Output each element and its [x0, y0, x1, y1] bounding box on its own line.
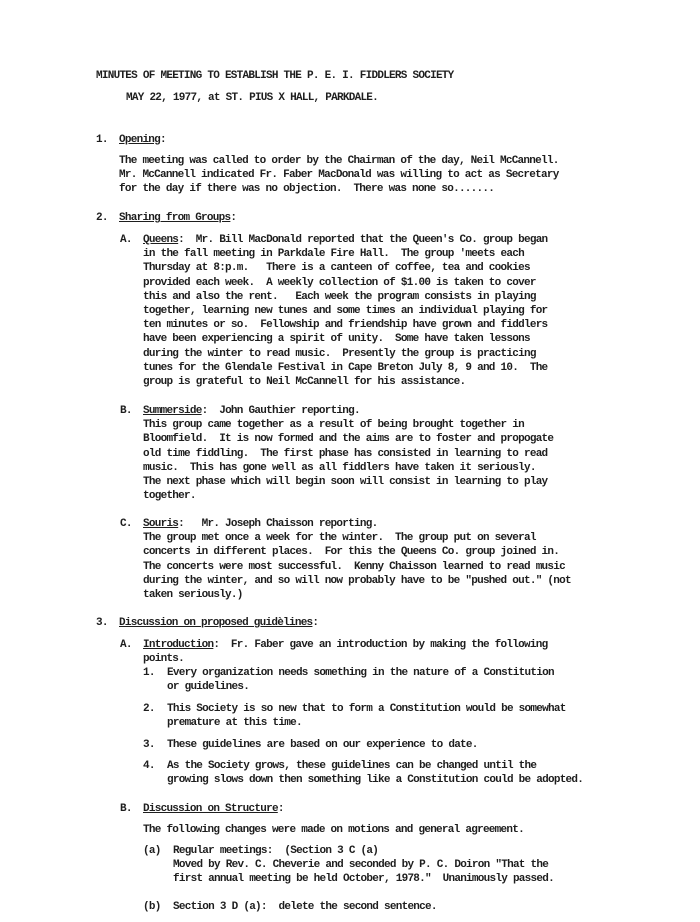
section-2-heading: Sharing from Groups:: [119, 212, 237, 224]
section-3-heading: Discussion on proposed guidèlines:: [119, 617, 319, 629]
section-3a-letter: A.: [120, 639, 132, 651]
section-2a-letter: A.: [120, 234, 132, 246]
point-1-text: Every organization needs something in the nature of a Constitution or guidelines.: [167, 667, 554, 694]
section-2c-souris: Souris: Mr. Joseph Chaisson reporting. The group met once a week for the winter. The group put on several concerts in different places. For this the Queens Co. group joined in. The concerts were most successful. Kenny Chaisson learned to read music during the winter, and so will now probably have to be "pushed out." (not taken seriously.): [143, 518, 571, 601]
point-4-number: 4.: [143, 760, 155, 772]
point-4-text: As the Society grows, these guidelines can be changed until the growing slows down then something like a Constitution could be adopted.: [167, 760, 584, 787]
section-1-paragraph: The meeting was called to order by the Chairman of the day, Neil McCannell. Mr. McCannell indicated Fr. Faber MacDonald was willing to act as Secretary for the day if there was no objection. There was none so.......: [119, 155, 559, 196]
section-1-heading: Opening:: [119, 134, 166, 146]
document-subtitle: MAY 22, 1977, at ST. PIUS X HALL, PARKDALE.: [126, 92, 379, 104]
section-3b-intro: The following changes were made on motions and general agreement.: [143, 824, 524, 836]
item-a-text: Regular meetings: (Section 3 C (a) Moved by Rev. C. Cheverie and seconded by P. C. Doiron "That the first annual meeting be held October, 1978." Unanimously passed.: [173, 845, 554, 886]
section-3b-heading: Discussion on Structure:: [143, 803, 284, 815]
point-3-number: 3.: [143, 739, 155, 751]
section-3b-letter: B.: [120, 803, 132, 815]
item-b-label: (b): [143, 901, 161, 913]
section-2-number: 2.: [96, 212, 108, 224]
section-1-number: 1.: [96, 134, 108, 146]
section-2b-summerside: Summerside: John Gauthier reporting. This group came together as a result of being brought together in Bloomfield. It is now formed and the aims are to foster and propogate old time fiddling. The first phase has consisted in learning to read music. This has gone well as all fiddlers have taken it seriously. The next phase which will begin soon will consist in learning to play together.: [143, 405, 554, 503]
section-3a-introduction: Introduction: Fr. Faber gave an introduction by making the following points.: [143, 639, 548, 666]
item-a-label: (a): [143, 845, 161, 857]
section-2c-letter: C.: [120, 518, 132, 530]
point-2-text: This Society is so new that to form a Constitution would be somewhat premature at this time.: [167, 703, 566, 730]
section-3-number: 3.: [96, 617, 108, 629]
document-title: MINUTES OF MEETING TO ESTABLISH THE P. E. I. FIDDLERS SOCIETY: [96, 70, 454, 82]
section-2b-letter: B.: [120, 405, 132, 417]
point-1-number: 1.: [143, 667, 155, 679]
item-b-text: Section 3 D (a): delete the second sentence.: [173, 901, 437, 913]
section-2a-queens: Queens: Mr. Bill MacDonald reported that the Queen's Co. group began in the fall meeting in Parkdale Fire Hall. The group 'meets each Thursday at 8:p.m. There is a canteen of coffee, tea and cookies provided each week. A weekly collection of $1.00 is taken to cover this and also the rent. Each week the program consists in playing together, learning new tunes and some times an individual playing for ten minutes or so. Fellowship and friendship have grown and fiddlers have been experiencing a spirit of unity. Some have taken lessons during the winter to read music. Presently the group is practicing tunes for the Glendale Festival in Cape Breton July 8, 9 and 10. The group is grateful to Neil McCannell for his assistance.: [143, 234, 548, 388]
point-2-number: 2.: [143, 703, 155, 715]
point-3-text: These guidelines are based on our experience to date.: [167, 739, 478, 751]
